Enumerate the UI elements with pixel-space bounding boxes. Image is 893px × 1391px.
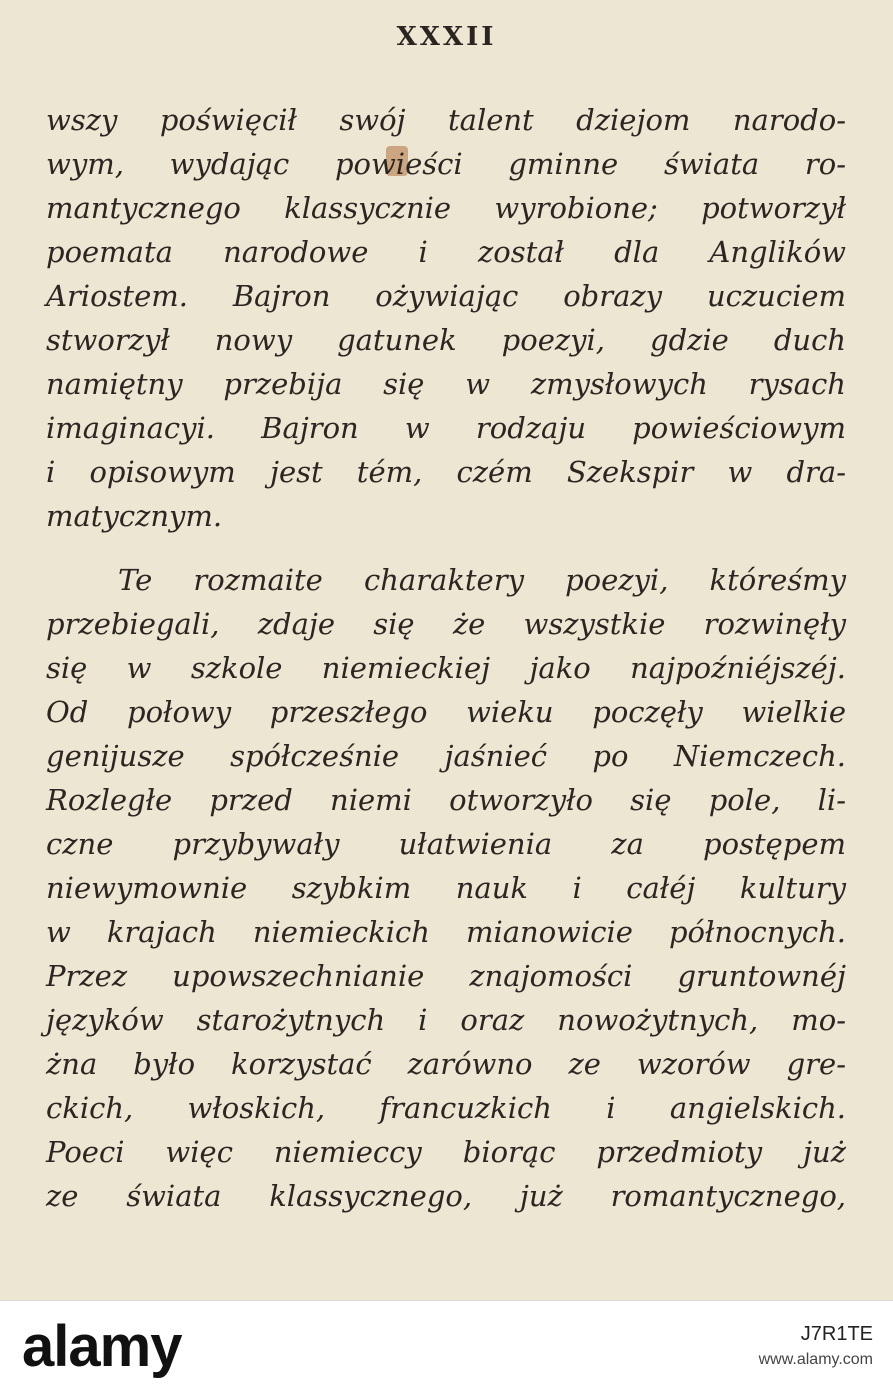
text-line: w krajach niemieckich mianowicie północnych.	[46, 915, 846, 949]
text-line: Rozległe przed niemi otworzyło się pole, li-	[46, 783, 846, 817]
watermark-url: www.alamy.com	[758, 1351, 873, 1368]
text-line: żna było korzystać zarówno ze wzorów gre-	[46, 1047, 846, 1081]
text-line: niewymownie szybkim nauk i całéj kultury	[46, 871, 846, 905]
text-line: namiętny przebija się w zmysłowych rysach	[46, 367, 846, 401]
text-line: ze świata klassycznego, już romantycznego,	[46, 1179, 846, 1213]
text-line: języków starożytnych i oraz nowożytnych, mo-	[46, 1003, 846, 1037]
alamy-logo: alamy	[22, 1314, 182, 1379]
text-line: imaginacyi. Bajron w rodzaju powieściowym	[46, 411, 846, 445]
image-id-block	[759, 1321, 873, 1373]
text-line: i opisowym jest tém, czém Szekspir w dra-	[46, 455, 846, 489]
text-line: czne przybywały ułatwienia za postępem	[46, 827, 846, 861]
page-number: XXXII	[396, 22, 497, 52]
text-line: poemata narodowe i został dla Anglików	[46, 235, 846, 269]
text-line: Od połowy przeszłego wieku poczęły wielkie	[46, 695, 846, 729]
text-line: wym, wydając powieści gminne świata ro-	[46, 147, 846, 181]
text-line: genijusze spółcześnie jaśnieć po Niemczech.	[46, 739, 846, 773]
text-line: matycznym.	[46, 499, 223, 533]
text-line: ckich, włoskich, francuzkich i angielskich.	[46, 1091, 846, 1125]
text-line: Ariostem. Bajron ożywiając obrazy uczuciem	[46, 279, 846, 313]
text-line: Poeci więc niemieccy biorąc przedmioty już	[46, 1135, 846, 1169]
text-line: przebiegali, zdaje się że wszystkie rozwinęły	[46, 607, 846, 641]
image-id: J7R1TE	[800, 1323, 873, 1345]
text-line: stworzył nowy gatunek poezyi, gdzie duch	[46, 323, 846, 357]
text-line: się w szkole niemieckiej jako najpoźniéjszéj.	[46, 651, 846, 685]
text-line: Przez upowszechnianie znajomości gruntownéj	[46, 959, 846, 993]
watermark-footer	[0, 1300, 893, 1391]
text-line: mantycznego klassycznie wyrobione; potworzył	[46, 191, 846, 225]
text-line: Te rozmaite charaktery poezyi, któreśmy	[118, 563, 846, 597]
text-line: wszy poświęcił swój talent dziejom narodo-	[46, 103, 846, 137]
